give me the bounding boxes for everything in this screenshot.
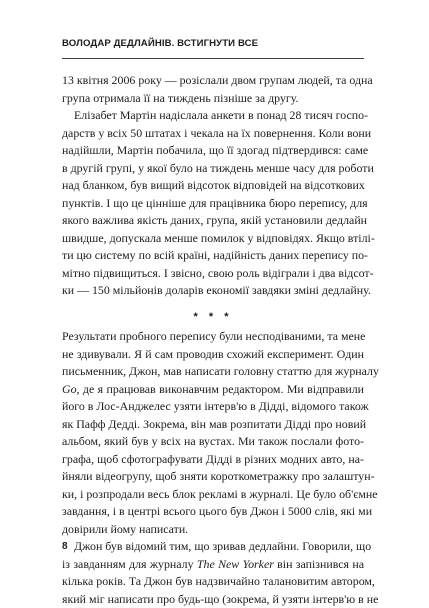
text-line: як Пафф Дедді. Зокрема, він мав розпитати Дідді про новий <box>62 416 364 434</box>
text-line: йняли відеогрупу, щоб зняти короткометражку про залаштун- <box>62 468 364 486</box>
section-separator: * * * <box>62 309 364 327</box>
text-line: якого важлива якість даних, група, якій установили дедлайн <box>62 212 364 230</box>
body-text <box>62 72 364 608</box>
text-line: дарств у всіх 50 штатах і чекала на їх повернення. Коли вони <box>62 125 364 143</box>
text-line <box>62 381 364 399</box>
text-line: Результати пробного перепису були несподіваними, та мене <box>62 328 364 346</box>
header-rule <box>62 58 364 59</box>
text-line: завдання, і в центрі всього цього був Джон і 5000 слів, які ми <box>62 503 364 521</box>
text-line: група отримала її на тиждень пізніше за другу. <box>62 90 364 108</box>
text-line: ки, і розпродали весь блок рекламі в журналі. Це було об'ємне <box>62 486 364 504</box>
text-line-rest: , де я працював виконавчим редактором. Ми відправили <box>77 382 364 396</box>
text-line: в другій групі, у якої було на тиждень менше часу для роботи <box>62 160 364 178</box>
text-line: надійшли, Мартін побачила, що її здогад підтвердився: саме <box>62 142 364 160</box>
text-line: над бланком, був вищий відсоток відповідей на відсоткових <box>62 177 364 195</box>
text-line: письменник, Джон, мав написати головну статтю для журналу <box>62 363 364 381</box>
text-line: ки — 150 мільйонів доларів економії завдяки зміні дедлайну. <box>62 282 364 300</box>
magazine-title-new-yorker: The New Yorker <box>197 557 274 571</box>
text-line: Елізабет Мартін надіслала анкети в понад 28 тисяч госпо- <box>62 107 364 125</box>
text-line-start: із завданням для журналу <box>62 557 197 571</box>
text-line: графа, щоб сфотографувати Дідді в різних модних авто, на- <box>62 451 364 469</box>
running-head: ВОЛОДАР ДЕДЛАЙНІВ. ВСТИГНУТИ ВСЕ <box>62 38 258 49</box>
text-line: альбом, який був у всіх на вустах. Ми також послали фото- <box>62 433 364 451</box>
text-line: який міг написати про будь-що (зокрема, й узяти інтерв'ю в не <box>62 591 364 608</box>
text-line: швидше, допускала менше помилок у відповідях. Якщо втілі- <box>62 230 364 248</box>
text-line <box>62 556 364 574</box>
magazine-title-go: Go <box>62 382 77 396</box>
text-line-end: він запізнився на <box>274 557 364 571</box>
text-line: довірили йому написати. <box>62 521 364 539</box>
text-line: ти цю систему по всій країні, надійність даних перепису по- <box>62 247 364 265</box>
text-line: його в Лос-Анджелес узяти інтерв'ю в Дідді, відомого також <box>62 398 364 416</box>
text-line: кілька років. Та Джон був надзвичайно талановитим автором, <box>62 573 364 591</box>
text-line: 13 квітня 2006 року — розіслали двом групам людей, та одна <box>62 72 364 90</box>
text-line: Джон був відомий тим, що зривав дедлайни. Говорили, що <box>62 538 364 556</box>
text-line: не здивували. Я й сам проводив схожий експеримент. Один <box>62 346 364 364</box>
text-line: пунктів. І що це цінніше для працівника бюро перепису, для <box>62 195 364 213</box>
page-number: 8 <box>62 541 68 552</box>
text-line: мітно підвищиться. І звісно, свою роль відіграли і два відсот- <box>62 265 364 283</box>
